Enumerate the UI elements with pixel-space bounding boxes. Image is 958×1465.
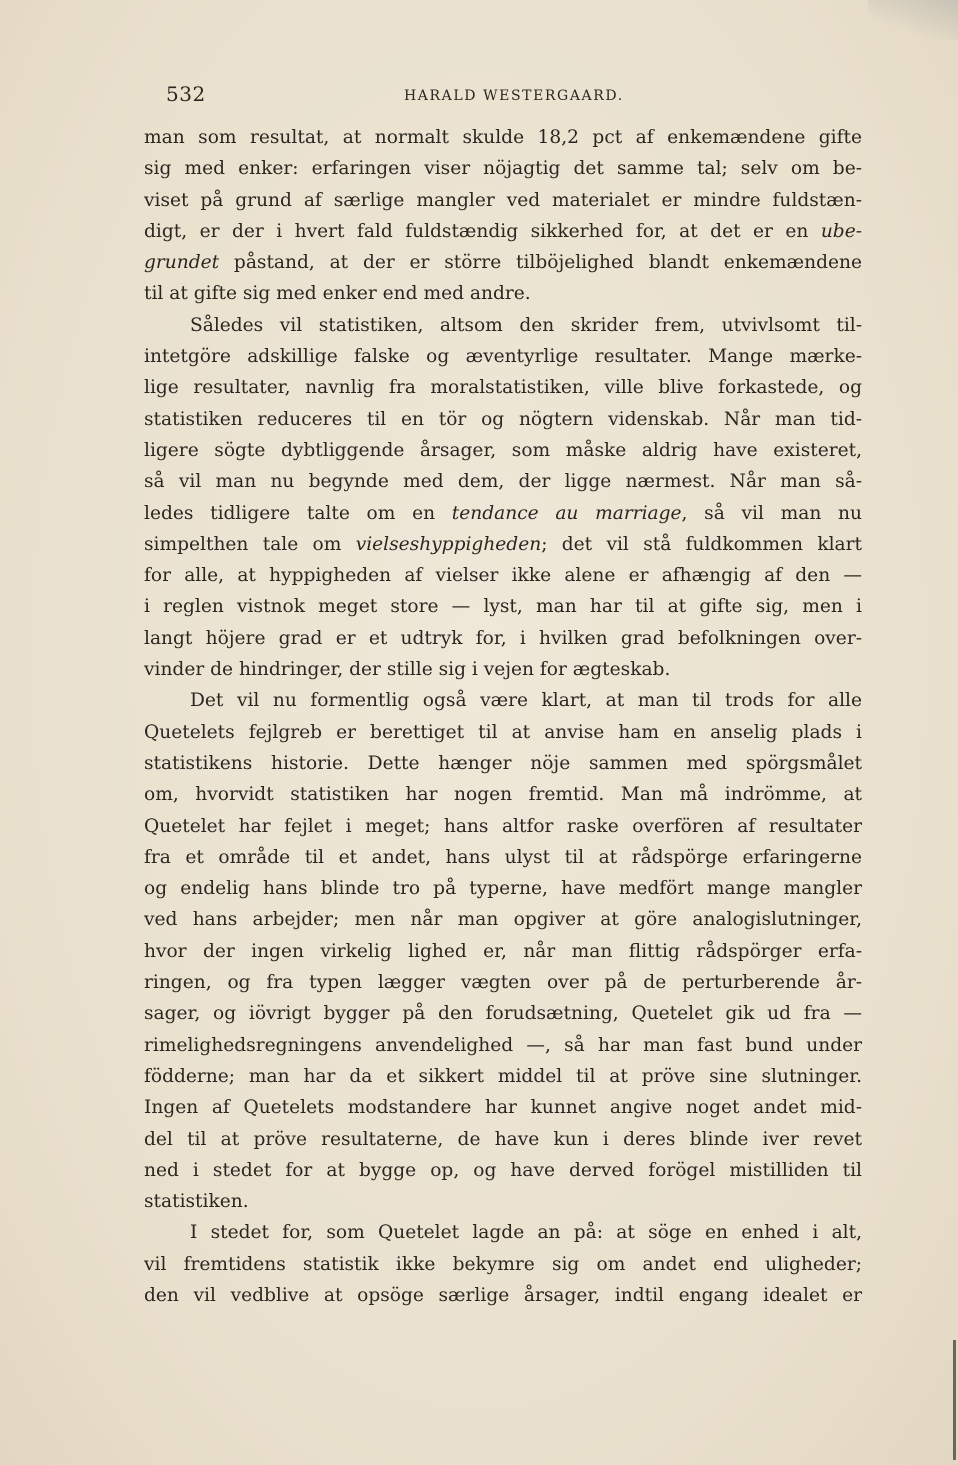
text-line: så vil man nu begynde med dem, der ligge nærmest. Når man så-: [144, 471, 862, 493]
italic-phrase: tendance au marriage: [451, 502, 682, 524]
paragraph-2: [144, 310, 862, 686]
page-header: [166, 82, 862, 112]
paragraph-3: [144, 685, 862, 1217]
text-line: fra et område til et andet, hans ulyst til at rådspörge erfaringerne: [144, 846, 862, 868]
text-line: ned i stedet for at bygge op, og have derved forögel mistilliden til: [144, 1159, 862, 1181]
text-line: ligere sögte dybtliggende årsager, som måske aldrig have existeret,: [144, 439, 862, 461]
text-line: statistikens historie. Dette hænger nöje sammen med spörgsmålet: [144, 752, 862, 774]
text-line: ved hans arbejder; men når man opgiver at göre analogislutninger,: [144, 909, 862, 931]
line-text: digt, er der i hvert fald fuldstændig sikkerhed for, at det er en ube-: [144, 220, 862, 242]
text-line: viset på grund af særlige mangler ved materialet er mindre fuldstæn-: [144, 189, 862, 211]
text-line: I stedet for, som Quetelet lagde an på: at söge en enhed i alt,: [190, 1222, 862, 1244]
text-line: og endelig hans blinde tro på typerne, have medfört mange mangler: [144, 878, 862, 900]
text-line: födderne; man har da et sikkert middel til at pröve sine slutninger.: [144, 1065, 862, 1087]
text-line: sig med enker: erfaringen viser nöjagtig det samme tal; selv om be-: [144, 158, 862, 180]
text-line: statistiken.: [144, 1191, 249, 1213]
text-line: i reglen vistnok meget store — lyst, man har til at gifte sig, men i: [144, 596, 862, 618]
text-line: om, hvorvidt statistiken har nogen fremtid. Man må indrömme, at: [144, 784, 862, 806]
text-line: lige resultater, navnlig fra moralstatistiken, ville blive forkastede, og: [144, 377, 862, 399]
page-number: 532: [166, 82, 206, 106]
text-line: intetgöre adskillige falske og æventyrlige resultater. Mange mærke-: [144, 346, 862, 368]
text-line: Quetelets fejlgreb er berettiget til at anvise ham en anselig plads i: [144, 721, 862, 743]
text-line: Ingen af Quetelets modstandere har kunnet angive noget andet mid-: [144, 1097, 862, 1119]
text-line: til at gifte sig med enker end med andre.: [144, 283, 531, 305]
line-text: simpelthen tale om vielseshyppigheden; det vil stå fuldkommen klart: [144, 533, 862, 555]
paragraph-1: [144, 122, 862, 310]
italic-phrase: vielseshyppigheden: [355, 533, 542, 555]
running-head: HARALD WESTERGAARD.: [404, 88, 624, 104]
text-line: man som resultat, at normalt skulde 18,2 pct af enkemændene gifte: [144, 127, 862, 148]
line-text: grundet påstand, at der er större tilböjelighed blandt enkemændene: [144, 252, 862, 274]
text-line: vinder de hindringer, der stille sig i vejen for ægteskab.: [144, 659, 671, 681]
italic-phrase: grundet: [144, 252, 220, 274]
paragraph-4: [144, 1217, 862, 1311]
text-line: Quetelet har fejlet i meget; hans altfor raske overfören af resultater: [144, 815, 862, 837]
text-line: hvor der ingen virkelig lighed er, når man flittig rådspörger erfa-: [144, 940, 862, 962]
text-line: den vil vedblive at opsöge særlige årsager, indtil engang idealet er: [144, 1284, 862, 1306]
text-line: rimelighedsregningens anvendelighed —, så har man fast bund under: [144, 1034, 862, 1056]
text-line-with-italic: [144, 498, 862, 529]
page-edge-shadow: [953, 1340, 956, 1460]
page-corner-shadow: [868, 0, 958, 40]
italic-phrase: ube-: [820, 220, 862, 242]
text-line: for alle, at hyppigheden af vielser ikke alene er afhængig af den —: [144, 565, 862, 587]
text-line-with-italic: [144, 216, 862, 247]
text-line: vil fremtidens statistik ikke bekymre sig om andet end uligheder;: [144, 1253, 862, 1275]
line-text: ledes tidligere talte om en tendance au marriage, så vil man nu: [144, 502, 862, 524]
text-line: statistiken reduceres til en tör og nögtern videnskab. Når man tid-: [144, 408, 862, 430]
text-line-with-italic: [144, 529, 862, 560]
text-line: sager, og iövrigt bygger på den forudsætning, Quetelet gik ud fra —: [144, 1003, 862, 1025]
text-line: Således vil statistiken, altsom den skrider frem, utvivlsomt til-: [190, 314, 862, 336]
text-line: del til at pröve resultaterne, de have kun i deres blinde iver revet: [144, 1128, 862, 1150]
body-text: [144, 122, 862, 1311]
text-line: Det vil nu formentlig også være klart, at man til trods for alle: [190, 690, 862, 712]
text-line: ringen, og fra typen lægger vægten over på de perturberende år-: [144, 972, 862, 994]
text-line-with-italic: [144, 247, 862, 278]
text-line: langt höjere grad er et udtryk for, i hvilken grad befolkningen over-: [144, 627, 862, 649]
